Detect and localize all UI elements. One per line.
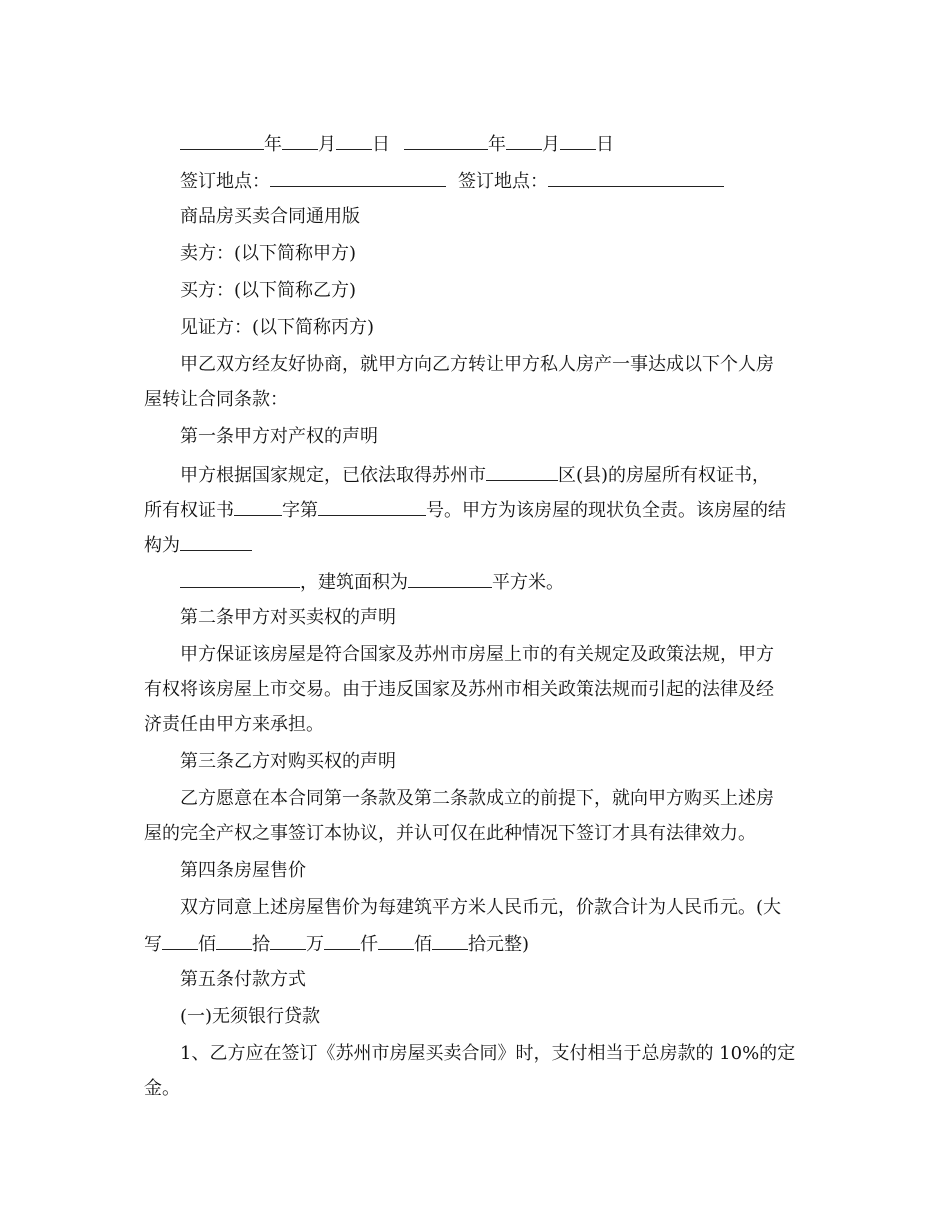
- blank-structure-cont: [180, 569, 300, 588]
- buyer-line: 买方：(以下简称乙方): [180, 280, 357, 301]
- blank-amount-5: [378, 931, 414, 950]
- article-1-line-4: [0, 569, 950, 595]
- blank-year-1: [180, 131, 264, 150]
- article-1-line-3: [0, 532, 950, 558]
- article-5-line-1: 1、乙方应在签订《苏州市房屋买卖合同》时，支付相当于总房款的 10%的定: [180, 1043, 796, 1064]
- blank-year-2: [404, 131, 488, 150]
- article-1-line-2: [0, 497, 950, 523]
- blank-amount-6: [432, 931, 468, 950]
- blank-sign-place-2: [548, 168, 724, 187]
- blank-cert-char: [234, 497, 282, 516]
- amount-word-6: 佰: [414, 934, 432, 955]
- amount-word-3: 拾: [252, 934, 270, 955]
- contract-title: 商品房买卖合同通用版: [180, 206, 360, 227]
- year-label-1: 年: [264, 134, 282, 155]
- year-label-2: 年: [488, 134, 506, 155]
- intro-line-2: 屋转让合同条款：: [144, 389, 288, 410]
- article-1-line-1: [0, 462, 950, 488]
- article-1-title: 第一条甲方对产权的声明: [180, 426, 378, 447]
- article-4-line-2: [0, 931, 950, 957]
- amount-word-1: 写: [144, 934, 162, 955]
- art1-text-b: 区(县)的房屋所有权证书，: [558, 465, 771, 486]
- sign-place-row: [0, 168, 950, 194]
- amount-word-7: 拾元整): [468, 934, 530, 955]
- blank-day-1: [336, 131, 372, 150]
- sign-place-label-1: 签订地点：: [180, 171, 270, 192]
- blank-day-2: [560, 131, 596, 150]
- blank-area: [408, 569, 492, 588]
- art1-text-e: 号。甲方为该房屋的现状负全责。该房屋的结: [426, 500, 786, 521]
- blank-sign-place-1: [270, 168, 446, 187]
- amount-word-4: 万: [306, 934, 324, 955]
- intro-line-1: 甲乙双方经友好协商，就甲方向乙方转让甲方私人房产一事达成以下个人房: [180, 354, 774, 375]
- witness-line: 见证方：(以下简称丙方): [180, 317, 375, 338]
- sign-place-label-2: 签订地点：: [458, 171, 548, 192]
- blank-structure: [180, 532, 252, 551]
- art1-text-a: 甲方根据国家规定，已依法取得苏州市: [180, 465, 486, 486]
- article-4-line-1: 双方同意上述房屋售价为每建筑平方米人民币元，价款合计为人民币元。(大: [180, 897, 782, 918]
- month-label-2: 月: [542, 134, 560, 155]
- blank-amount-1: [162, 931, 198, 950]
- art1-text-f: 构为: [144, 535, 180, 556]
- blank-cert-number: [318, 497, 426, 516]
- article-2-title: 第二条甲方对买卖权的声明: [180, 607, 396, 628]
- date-row: [0, 131, 950, 157]
- blank-month-1: [282, 131, 318, 150]
- day-label-1: 日: [372, 134, 390, 155]
- article-5-title: 第五条付款方式: [180, 969, 306, 990]
- seller-line: 卖方：(以下简称甲方): [180, 243, 357, 264]
- article-3-line-2: 屋的完全产权之事签订本协议，并认可仅在此种情况下签订才具有法律效力。: [144, 823, 756, 844]
- day-label-2: 日: [596, 134, 614, 155]
- art1-text-d: 字第: [282, 500, 318, 521]
- amount-word-5: 仟: [360, 934, 378, 955]
- article-5-subtitle-1: (一)无须银行贷款: [180, 1006, 321, 1027]
- blank-amount-2: [216, 931, 252, 950]
- article-3-line-1: 乙方愿意在本合同第一条款及第二条款成立的前提下，就向甲方购买上述房: [180, 788, 774, 809]
- blank-amount-4: [324, 931, 360, 950]
- article-2-line-1: 甲方保证该房屋是符合国家及苏州市房屋上市的有关规定及政策法规，甲方: [180, 644, 774, 665]
- month-label-1: 月: [318, 134, 336, 155]
- article-2-line-3: 济责任由甲方来承担。: [144, 714, 324, 735]
- article-3-title: 第三条乙方对购买权的声明: [180, 751, 396, 772]
- art1-text-c: 所有权证书: [144, 500, 234, 521]
- blank-district: [486, 462, 558, 481]
- article-4-title: 第四条房屋售价: [180, 860, 306, 881]
- amount-word-2: 佰: [198, 934, 216, 955]
- blank-amount-3: [270, 931, 306, 950]
- art1-text-h: 平方米。: [492, 572, 564, 593]
- blank-month-2: [506, 131, 542, 150]
- art1-text-g: ，建筑面积为: [300, 572, 408, 593]
- article-5-line-2: 金。: [144, 1078, 180, 1099]
- article-2-line-2: 有权将该房屋上市交易。由于违反国家及苏州市相关政策法规而引起的法律及经: [144, 679, 774, 700]
